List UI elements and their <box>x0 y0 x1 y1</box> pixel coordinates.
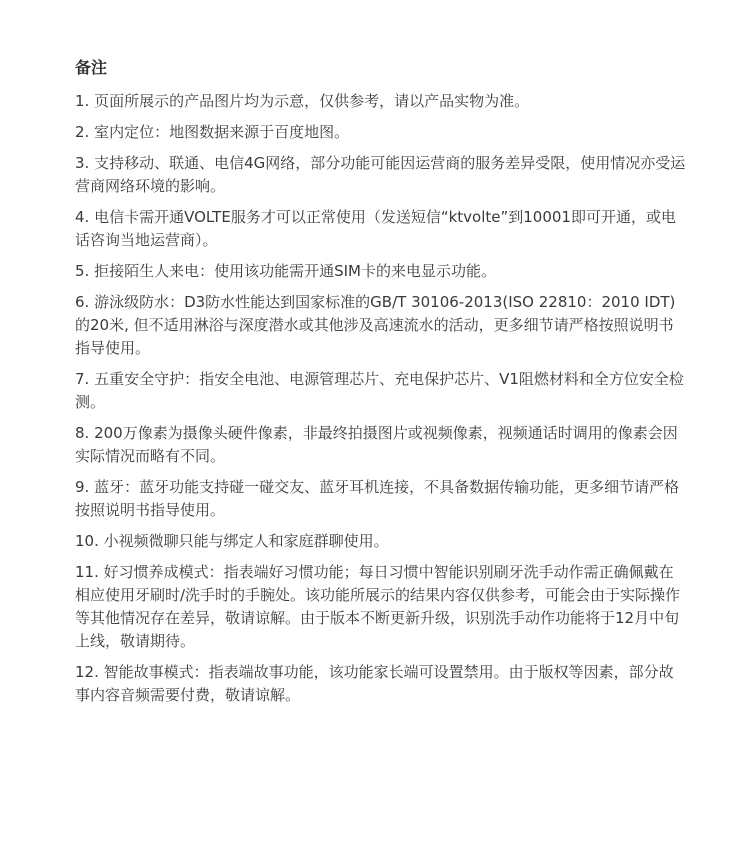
note-item-10: 10. 小视频微聊只能与绑定人和家庭群聊使用。 <box>75 532 389 550</box>
note-item-6: 6. 游泳级防水：D3防水性能达到国家标准的GB/T 30106-2013(ISO 22810：2010 IDT)的20米, 但不适用淋浴与深度潜水或其他涉及高速流水的活动，更多细节请严格按照说明书指导使用。 <box>75 293 676 357</box>
note-item-2: 2. 室内定位：地图数据来源于百度地图。 <box>75 123 350 141</box>
note-item-8: 8. 200万像素为摄像头硬件像素，非最终拍摄图片或视频像素，视频通话时调用的像素会因实际情况而略有不同。 <box>75 424 678 465</box>
note-item-4: 4. 电信卡需开通VOLTE服务才可以正常使用（发送短信“ktvolte”到10001即可开通，或电话咨询当地运营商）。 <box>75 208 676 249</box>
note-list <box>75 90 687 707</box>
note-item-3: 3. 支持移动、联通、电信4G网络，部分功能可能因运营商的服务差异受限，使用情况亦受运营商网络环境的影响。 <box>75 154 686 195</box>
note-item-5: 5. 拒接陌生人来电：使用该功能需开通SIM卡的来电显示功能。 <box>75 262 496 280</box>
notes-section <box>75 56 687 715</box>
note-item-12: 12. 智能故事模式：指表端故事功能，该功能家长端可设置禁用。由于版权等因素，部分故事内容音频需要付费，敬请谅解。 <box>75 663 674 704</box>
note-item-11: 11. 好习惯养成模式：指表端好习惯功能；每日习惯中智能识别刷牙洗手动作需正确佩戴在相应使用牙刷时/洗手时的手腕处。该功能所展示的结果内容仅供参考，可能会由于实际操作等其他情况存在差异，敬请谅解。由于版本不断更新升级，识别洗手动作功能将于12月中旬上线，敬请期待。 <box>75 563 681 650</box>
note-item-9: 9. 蓝牙：蓝牙功能支持碰一碰交友、蓝牙耳机连接，不具备数据传输功能，更多细节请严格按照说明书指导使用。 <box>75 478 680 519</box>
notes-title: 备注 <box>75 58 108 77</box>
note-item-7: 7. 五重安全守护：指安全电池、电源管理芯片、充电保护芯片、V1阻燃材料和全方位安全检测。 <box>75 370 684 411</box>
note-item-1: 1. 页面所展示的产品图片均为示意，仅供参考，请以产品实物为准。 <box>75 92 530 110</box>
